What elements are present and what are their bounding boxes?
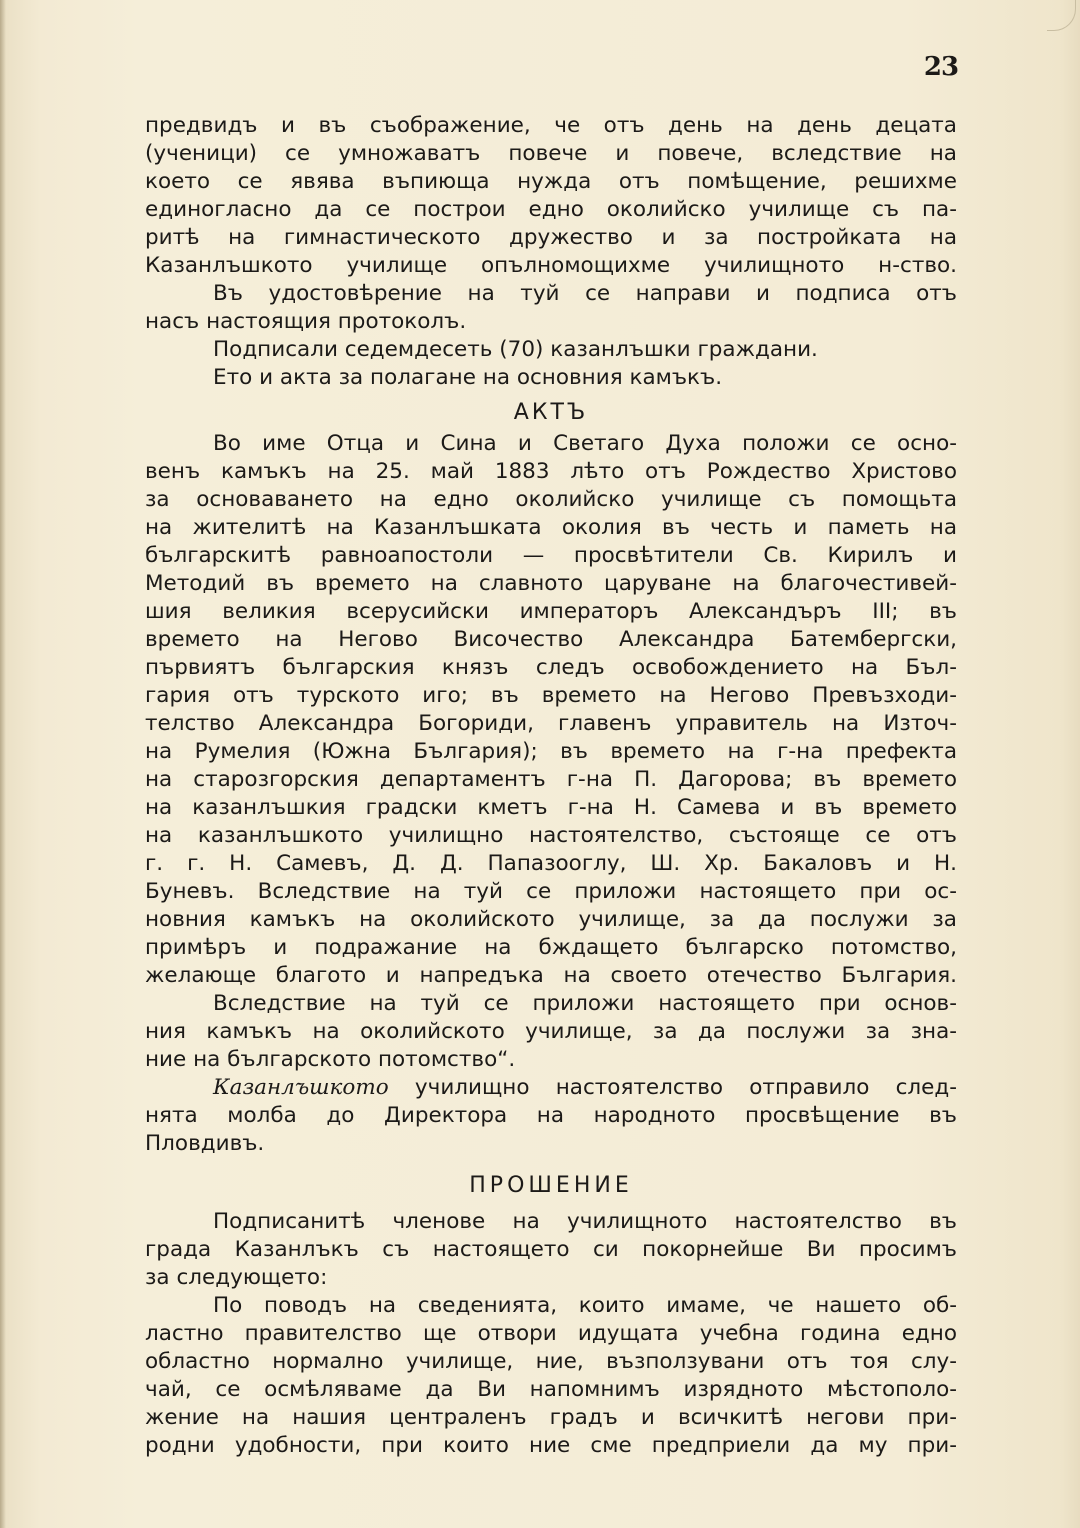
text-line: Подписали седемдесеть (70) казанлъшки граждани. — [213, 337, 818, 362]
text-line: венъ камъкъ на 25. май 1883 лѣто отъ Рождество Христово — [145, 459, 957, 484]
text-fragment: училищно настоятелство отправило след- — [414, 1075, 957, 1100]
text-line: ритѣ на гимнастическото дружество и за постройката на — [145, 225, 957, 250]
text-line: на старозгорския департаментъ г-на П. Дагорова; въ времето — [145, 767, 957, 792]
text-line: Въ удостовѣрение на туй се направи и подписа отъ — [213, 281, 957, 306]
paragraph-act-intro — [145, 364, 957, 392]
paragraph-act-purpose — [145, 990, 957, 1074]
text-line: на казанлъшкото училищно настоятелство, състояще се отъ — [145, 823, 957, 848]
paragraph-certification — [145, 280, 957, 336]
heading-akt: АКТЪ — [513, 400, 589, 425]
text-line: Во име Отца и Сина и Светаго Духа положи се осно- — [213, 431, 957, 456]
text-line: първиятъ българския князъ следъ освобождението на Бъл- — [145, 655, 957, 680]
text-line: телство Александра Богориди, главенъ управитель на Източ- — [145, 711, 957, 736]
text-line: примѣръ и подражание на бждащето българско потомство, — [145, 935, 957, 960]
text-line: По поводъ на сведенията, които имаме, че нашето об- — [213, 1293, 957, 1318]
paragraph-signatories — [145, 336, 957, 364]
paragraph-act-text — [145, 430, 957, 990]
body-text — [145, 112, 957, 1460]
text-line: нята молба до Директора на народното просвѣщение въ — [145, 1103, 957, 1128]
text-line: на Румелия (Южна България); въ времето на г-на префекта — [145, 739, 957, 764]
text-line: предвидъ и въ съображение, че отъ день на день децата — [145, 113, 957, 138]
text-line: г. г. Н. Самевъ, Д. Д. Папазооглу, Ш. Хр. Бакаловъ и Н. — [145, 851, 957, 876]
paragraph-petition-opening — [145, 1208, 957, 1292]
text-line: за следующето: — [145, 1265, 328, 1290]
text-line: Подписанитѣ членове на училищното настоятелство въ — [213, 1209, 957, 1234]
text-line: Методий въ времето на славното царуване на благочестивей- — [145, 571, 957, 596]
text-line: Казанлъшкото училище опълномощихме училищното н-ство. — [145, 253, 957, 278]
text-line: на казанлъшкия градски кметъ г-на Н. Самева и въ времето — [145, 795, 957, 820]
text-line: чай, се осмѣляваме да Ви напомнимъ изрядното мѣстополо- — [145, 1377, 957, 1402]
paragraph-petition-intro — [145, 1074, 957, 1158]
page-edge-shadow — [0, 0, 6, 1528]
text-line: ние на българското потомство“. — [145, 1047, 516, 1072]
text-line: града Казанлъкъ съ настоящето си покорнейше Ви просимъ — [145, 1237, 957, 1262]
text-line: областно нормално училище, ние, възползувани отъ тоя слу- — [145, 1349, 957, 1374]
paragraph-petition-body — [145, 1292, 957, 1460]
text-line: на жителитѣ на Казанлъшката околия въ честь и паметь на — [145, 515, 957, 540]
text-line: новния камъкъ на околийското училище, за да послужи за — [145, 907, 957, 932]
text-line: родни удобности, при които ние сме предприели да му при- — [145, 1433, 957, 1458]
text-line — [145, 1074, 957, 1102]
text-line: Ето и акта за полагане на основния камъкъ. — [213, 365, 723, 390]
text-line: българскитѣ равноапостоли — просвѣтители Св. Кирилъ и — [145, 543, 957, 568]
text-line: гария отъ турското иго; въ времето на Негово Превъзходи- — [145, 683, 957, 708]
page-corner-mark — [1047, 0, 1076, 31]
text-line: шия великия всерусийски императоръ Александъръ III; въ — [145, 599, 957, 624]
text-line: жение на нашия централенъ градъ и всичкитѣ негови при- — [145, 1405, 957, 1430]
italic-word: Казанлъшкото — [213, 1075, 389, 1100]
text-line: насъ настоящия протоколъ. — [145, 309, 467, 334]
heading-proshenie: ПРОШЕНИЕ — [469, 1173, 633, 1198]
text-line: Вследствие на туй се приложи настоящето при основ- — [213, 991, 957, 1016]
text-line: желающе благото и напредъка на своето отечество България. — [145, 963, 957, 988]
text-line: (ученици) се умножаватъ повече и повече, вследствие на — [145, 141, 957, 166]
paragraph-protocol-continuation — [145, 112, 957, 280]
text-line: което се явява въпиюща нужда отъ помѣщение, решихме — [145, 169, 957, 194]
text-line: ластно правителство ще отвори идущата учебна година едно — [145, 1321, 957, 1346]
text-line: времето на Негово Височество Александра Батембергски, — [145, 627, 957, 652]
text-line: Пловдивъ. — [145, 1131, 265, 1156]
text-line: ния камъкъ на околийското училище, за да послужи за зна- — [145, 1019, 957, 1044]
text-line: единогласно да се построи едно околийско училище съ па- — [145, 197, 957, 222]
page-number: 23 — [923, 52, 959, 82]
text-line: Буневъ. Вследствие на туй се приложи настоящето при ос- — [145, 879, 957, 904]
text-line: за основаването на едно околийско училище съ помощьта — [145, 487, 957, 512]
